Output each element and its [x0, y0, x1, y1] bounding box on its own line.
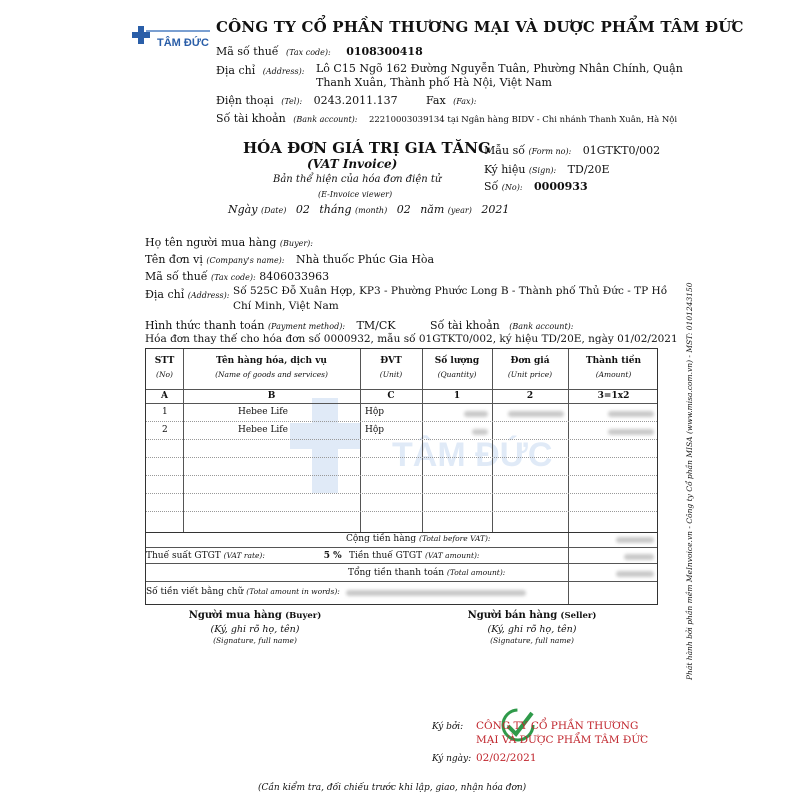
col-code-no: A — [161, 391, 168, 401]
row-name: Hebee Life — [238, 407, 288, 417]
totals-section — [145, 533, 658, 605]
bank-label: Số tài khoản — [216, 112, 286, 125]
goods-table — [145, 348, 658, 533]
row-no: 2 — [162, 425, 168, 435]
payment-row — [145, 319, 396, 332]
date-month-label: tháng — [319, 203, 352, 216]
row-quantity-redacted — [464, 411, 488, 417]
no-label-en: (No): — [501, 183, 523, 192]
side-note: Phát hành bởi phần mềm MeInvoice.vn - Công ty Cổ phần MISA (www.misa.com.vn) - MST: 0101243150 — [685, 282, 694, 680]
phone-label: Điện thoại — [216, 94, 274, 107]
buyer-tax-row — [145, 270, 329, 283]
form-no: 01GTKT0/002 — [582, 144, 661, 157]
vat-rate-row — [146, 551, 342, 561]
sign-label: Ký hiệu — [484, 163, 526, 176]
col-header-name: Tên hàng hóa, dịch vụ (Name of goods and services) — [215, 356, 328, 379]
signed-date: 02/02/2021 — [476, 752, 537, 764]
buyer-tax-label-en: (Tax code): — [211, 273, 256, 282]
vat-rate-label: Thuế suất GTGT — [146, 551, 221, 561]
invoice-subtitle: Bản thể hiện của hóa đơn điện tử — [273, 174, 442, 185]
buyer-account-row — [430, 319, 573, 332]
date-day: 02 — [295, 203, 310, 216]
row-no: 1 — [162, 407, 168, 417]
vat-rate: 5 % — [323, 551, 342, 561]
signed-date-label: Ký ngày: — [432, 754, 472, 764]
form-label-en: (Form no): — [528, 147, 572, 156]
seller-sign-title-en: (Seller) — [560, 611, 597, 621]
sign-value: TD/20E — [567, 163, 610, 176]
seller-tax-row — [216, 45, 423, 58]
grand-total-label: Tổng tiền thanh toán — [348, 568, 445, 578]
date-year: 2021 — [481, 203, 510, 216]
form-label: Mẫu số — [484, 144, 525, 157]
buyer-company-row — [145, 253, 434, 266]
subtotal-label-en: (Total before VAT): — [419, 534, 491, 543]
row-amount-redacted — [608, 411, 654, 417]
vat-amount-redacted — [624, 554, 654, 560]
buyer-company-label: Tên đơn vị — [145, 253, 203, 266]
subtotal-row — [346, 534, 490, 544]
buyer-address-line2: Chí Minh, Việt Nam — [233, 300, 339, 312]
invoice-title-en: (VAT Invoice) — [307, 157, 398, 171]
signed-by-label: Ký bởi: — [432, 722, 464, 732]
seller-sign-note-en: (Signature, full name) — [490, 636, 574, 645]
date-month-label-en: (month) — [355, 206, 388, 215]
seller-signature-block — [462, 610, 602, 645]
amount-words-row — [146, 587, 340, 597]
payment-label-en: (Payment method): — [267, 322, 346, 331]
col-code-unit: C — [387, 391, 395, 401]
sign-row — [484, 163, 610, 176]
company-logo — [132, 24, 214, 58]
tax-label-en: (Tax code): — [286, 48, 331, 57]
subtotal-label: Cộng tiền hàng — [346, 534, 417, 544]
seller-phone-row — [216, 94, 398, 107]
col-header-amount: Thành tiền (Amount) — [585, 356, 642, 379]
amount-words-redacted — [346, 590, 526, 596]
invoice-date — [228, 203, 509, 216]
buyer-sign-note: (Ký, ghi rõ họ, tên) — [210, 624, 300, 635]
grand-total-redacted — [616, 571, 654, 577]
form-no-row — [484, 144, 660, 157]
grand-total-label-en: (Total amount): — [446, 568, 506, 577]
buyer-account-label: Số tài khoản — [430, 319, 500, 332]
seller-sign-note: (Ký, ghi rõ họ, tên) — [487, 624, 577, 635]
tax-label: Mã số thuế — [216, 45, 279, 58]
seller-bank: 22210003039134 tại Ngân hàng BIDV - Chi nhánh Thanh Xuân, Hà Nội — [368, 115, 678, 125]
payment-label: Hình thức thanh toán — [145, 319, 265, 332]
seller-sign-title: Người bán hàng — [467, 610, 558, 621]
watermark-text: TÂM ĐỨC — [392, 436, 553, 474]
buyer-address-label: Địa chỉ — [145, 288, 185, 301]
signed-by-line2: MẠI VÀ DƯỢC PHẨM TÂM ĐỨC — [476, 734, 649, 746]
row-unit: Hộp — [365, 407, 385, 417]
row-name: Hebee Life — [238, 425, 288, 435]
buyer-name-label: Họ tên người mua hàng — [145, 236, 277, 249]
buyer-tax-label: Mã số thuế — [145, 270, 208, 283]
logo-text: TÂM ĐỨC — [157, 37, 209, 49]
row-amount-redacted — [608, 429, 654, 435]
vat-amount-row — [349, 551, 479, 561]
sign-label-en: (Sign): — [528, 166, 557, 175]
payment-method: TM/CK — [356, 319, 396, 332]
seller-tax-code: 0108300418 — [346, 45, 423, 58]
col-code-name: B — [267, 391, 276, 401]
date-day-label: Ngày — [228, 203, 258, 216]
invoice-title: HÓA ĐƠN GIÁ TRỊ GIA TĂNG — [243, 139, 491, 157]
buyer-tax-code: 8406033963 — [259, 270, 330, 283]
invoice-subtitle-en: (E-Invoice viewer) — [318, 190, 393, 199]
address-label-en: (Address): — [262, 67, 305, 76]
seller-address-line1: Lô C15 Ngõ 162 Đường Nguyễn Tuân, Phường Nhân Chính, Quận — [316, 62, 683, 75]
row-unit: Hộp — [365, 425, 385, 435]
date-year-label-en: (year) — [447, 206, 472, 215]
date-month: 02 — [396, 203, 411, 216]
buyer-company: Nhà thuốc Phúc Gia Hòa — [296, 253, 435, 266]
buyer-account-label-en: (Bank account): — [509, 322, 574, 331]
col-code-amount: 3=1x2 — [597, 391, 630, 401]
buyer-sign-note-en: (Signature, full name) — [213, 636, 297, 645]
buyer-address-line1: Số 525C Đỗ Xuân Hợp, KP3 - Phường Phước Long B - Thành phố Thủ Đức - TP Hồ — [233, 285, 668, 297]
invoice-no-row — [484, 180, 588, 193]
signed-by-line1: CÔNG TY CỔ PHẦN THƯƠNG — [476, 720, 639, 732]
seller-bank-row — [216, 112, 677, 125]
subtotal-redacted — [616, 537, 654, 543]
date-year-label: năm — [420, 203, 445, 216]
grand-total-row — [348, 568, 505, 578]
replacement-note: Hóa đơn thay thế cho hóa đơn số 0000932, mẫu số 01GTKT0/002, ký hiệu TD/20E, ngày 01/02/2021 — [145, 333, 678, 345]
invoice-number: 0000933 — [534, 180, 588, 193]
amount-words-label-en: (Total amount in words): — [246, 587, 340, 596]
phone-label-en: (Tel): — [281, 97, 303, 106]
buyer-name-row — [145, 236, 313, 249]
buyer-sign-title: Người mua hàng — [188, 610, 282, 621]
amount-words-label: Số tiền viết bằng chữ — [146, 587, 244, 597]
company-name: CÔNG TY CỔ PHẦN THƯƠNG MẠI VÀ DƯỢC PHẨM TÂM ĐỨC — [216, 18, 744, 36]
vat-rate-label-en: (VAT rate): — [223, 551, 265, 560]
footer-note: (Cần kiểm tra, đối chiếu trước khi lập, giao, nhận hóa đơn) — [258, 783, 527, 793]
fax-label-en: (Fax): — [453, 97, 477, 106]
vat-amount-label: Tiền thuế GTGT — [349, 551, 423, 561]
row-price-redacted — [508, 411, 564, 417]
buyer-address-row — [145, 288, 229, 301]
col-header-no: STT (No) — [154, 356, 175, 379]
col-code-unit-price: 2 — [526, 391, 534, 401]
no-label: Số — [484, 180, 499, 193]
col-header-unit: ĐVT (Unit) — [379, 356, 403, 379]
seller-address-line2: Thanh Xuân, Thành phố Hà Nội, Việt Nam — [316, 76, 552, 89]
fax-label: Fax — [426, 94, 446, 107]
buyer-sign-title-en: (Buyer) — [285, 611, 322, 621]
address-label: Địa chỉ — [216, 64, 256, 77]
seller-fax-row — [426, 94, 476, 107]
buyer-company-label-en: (Company's name): — [206, 256, 285, 265]
seller-address-row — [216, 64, 304, 77]
col-header-quantity: Số lượng (Quantity) — [434, 356, 480, 379]
col-code-quantity: 1 — [453, 391, 461, 401]
vat-amount-label-en: (VAT amount): — [424, 551, 480, 560]
row-quantity-redacted — [472, 429, 488, 435]
date-day-label-en: (Date) — [260, 206, 287, 215]
bank-label-en: (Bank account): — [293, 115, 358, 124]
buyer-address-label-en: (Address): — [187, 291, 230, 300]
col-header-unit-price: Đơn giá (Unit price) — [507, 356, 553, 379]
buyer-name-label-en: (Buyer): — [279, 239, 313, 248]
seller-phone: 0243.2011.137 — [313, 94, 398, 107]
buyer-signature-block — [185, 610, 325, 645]
